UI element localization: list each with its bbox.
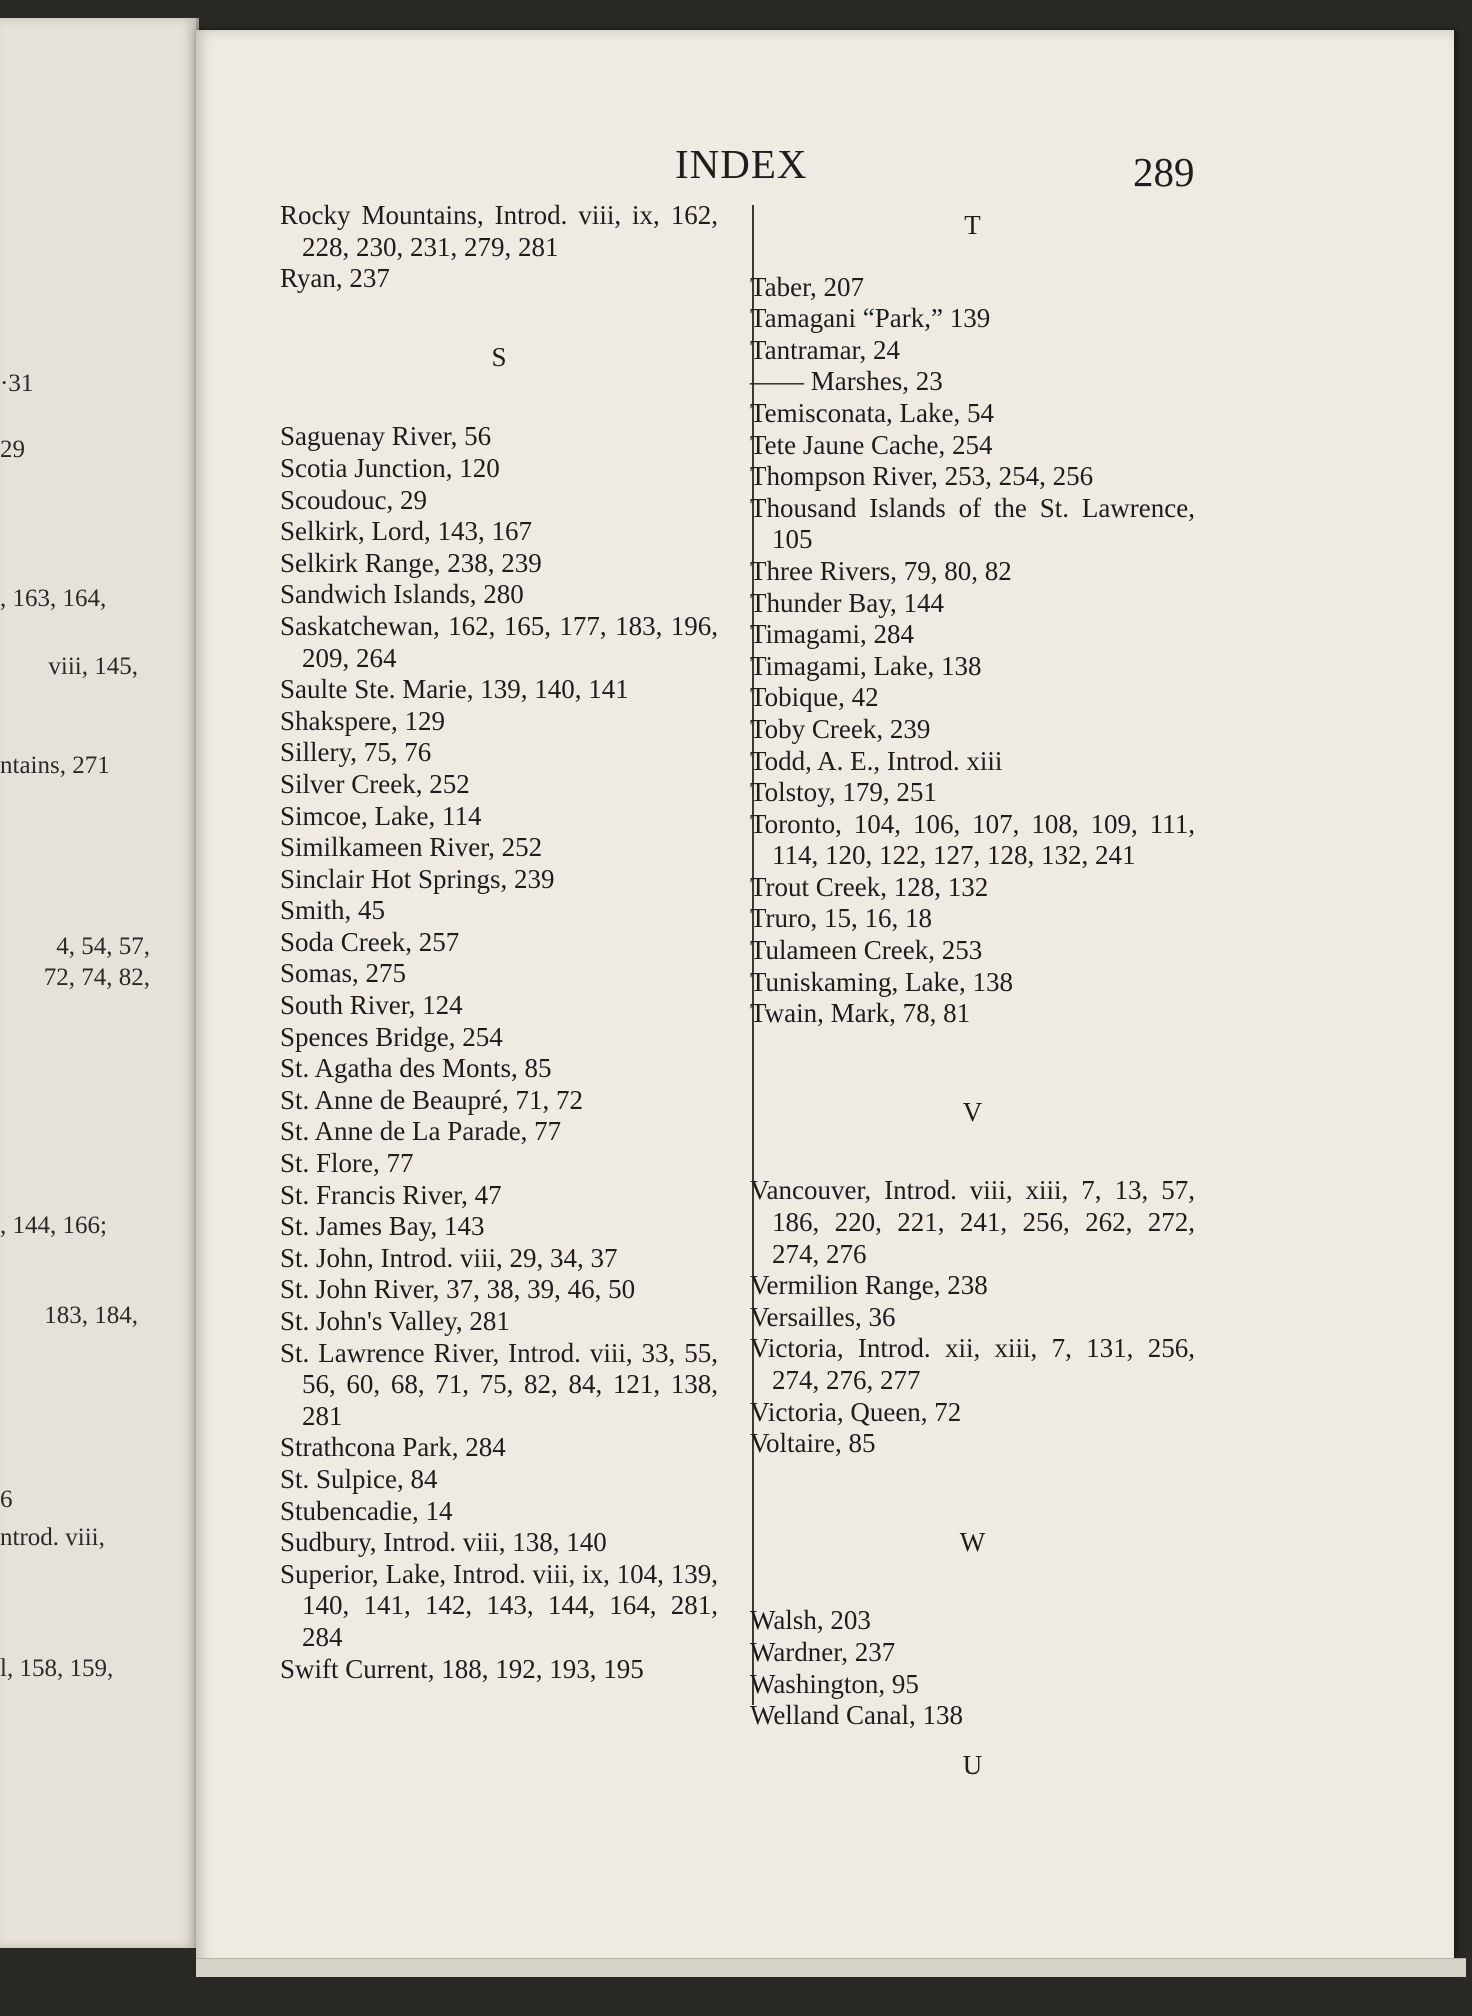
index-column-right <box>750 210 1195 1781</box>
index-entry: Saulte Ste. Marie, 139, 140, 141 <box>280 674 629 705</box>
index-entry: Sandwich Islands, 280 <box>280 579 524 610</box>
index-entry: Three Rivers, 79, 80, 82 <box>750 555 1012 586</box>
prev-page-fragment: ntains, 271 <box>0 752 110 779</box>
index-entry: Selkirk, Lord, 143, 167 <box>280 516 532 547</box>
previous-page <box>0 18 199 1948</box>
index-entry: St. Lawrence River, Introd. viii, 33, 55, 56, 60, 68, 71, 75, 82, 84, 121, 138, 281 <box>280 1337 718 1431</box>
index-entry: St. John River, 37, 38, 39, 46, 50 <box>280 1274 636 1305</box>
index-entry: Trout Creek, 128, 132 <box>750 871 989 902</box>
index-entry: Victoria, Introd. xii, xiii, 7, 131, 256, 274, 276, 277 <box>750 1333 1195 1395</box>
index-entry: Stubencadie, 14 <box>280 1495 453 1526</box>
index-entry: St. John's Valley, 281 <box>280 1306 510 1336</box>
index-entry: Tolstoy, 179, 251 <box>750 777 937 808</box>
index-entry: St. Anne de Beaupré, 71, 72 <box>280 1084 583 1115</box>
entry-group-w <box>750 1605 1195 1731</box>
index-entry: Swift Current, 188, 192, 193, 195 <box>280 1653 644 1684</box>
index-entry: Sillery, 75, 76 <box>280 737 432 768</box>
prev-page-fragment: 29 <box>0 436 25 463</box>
index-entry: Welland Canal, 138 <box>750 1700 964 1731</box>
index-entry: Somas, 275 <box>280 958 407 989</box>
prev-page-fragment: , 163, 164, <box>0 585 107 612</box>
prev-page-fragment: 6 <box>0 1486 13 1513</box>
index-entry: Tobique, 42 <box>750 682 879 713</box>
index-entry: Washington, 95 <box>750 1668 919 1699</box>
section-letter-s: S <box>491 341 507 372</box>
index-entry: Selkirk Range, 238, 239 <box>280 547 542 578</box>
prev-page-fragment: 183, 184, <box>44 1302 138 1329</box>
index-entry: Twain, Mark, 78, 81 <box>750 998 971 1029</box>
index-entry: Timagami, 284 <box>750 619 915 650</box>
section-letter-w: W <box>959 1526 986 1557</box>
index-entry: Walsh, 203 <box>750 1605 871 1636</box>
index-entry: Temisconata, Lake, 54 <box>750 397 995 428</box>
index-entry: Tamagani “Park,” 139 <box>750 303 991 334</box>
index-entry: Spences Bridge, 254 <box>280 1021 503 1052</box>
index-entry: Scotia Junction, 120 <box>280 452 500 483</box>
index-entry: Todd, A. E., Introd. xiii <box>750 745 1003 776</box>
prev-page-fragment: 4, 54, 57, <box>56 933 150 960</box>
index-entry: Similkameen River, 252 <box>280 832 543 863</box>
index-entry: Taber, 207 <box>750 271 864 302</box>
index-entry: Shakspere, 129 <box>280 705 445 736</box>
entry-group-t <box>750 272 1195 1030</box>
index-entry: Voltaire, 85 <box>750 1428 876 1459</box>
index-entry: Rocky Mountains, Introd. viii, ix, 162, 228, 230, 231, 279, 281 <box>280 200 718 262</box>
index-entry: Toronto, 104, 106, 107, 108, 109, 111, 114, 120, 122, 127, 128, 132, 241 <box>750 808 1195 871</box>
index-entry: St. James Bay, 143 <box>280 1211 485 1242</box>
index-entry: Soda Creek, 257 <box>280 926 460 957</box>
index-entry: Thousand Islands of the St. Lawrence, 105 <box>750 492 1195 555</box>
entry-group-r <box>280 200 718 295</box>
index-entry: St. John, Introd. viii, 29, 34, 37 <box>280 1242 618 1273</box>
index-entry: St. Anne de La Parade, 77 <box>280 1116 562 1147</box>
index-entry: Wardner, 237 <box>750 1636 896 1667</box>
index-entry: Simcoe, Lake, 114 <box>280 800 482 831</box>
index-entry: Versailles, 36 <box>750 1301 896 1332</box>
index-entry: South River, 124 <box>280 990 463 1021</box>
index-entry: Superior, Lake, Introd. viii, ix, 104, 139, 140, 141, 142, 143, 144, 164, 281, 284 <box>280 1558 718 1652</box>
index-entry: Strathcona Park, 284 <box>280 1432 506 1463</box>
index-entry: Ryan, 237 <box>280 263 390 294</box>
index-entry: Truro, 15, 16, 18 <box>750 903 933 934</box>
index-entry: Tete Jaune Cache, 254 <box>750 429 993 460</box>
prev-page-fragment: viii, 145, <box>48 653 138 680</box>
page-number: 289 <box>1133 149 1195 195</box>
index-entry: St. Francis River, 47 <box>280 1179 502 1210</box>
index-entry: Tantramar, 24 <box>750 334 900 365</box>
index-entry: Scoudouc, 29 <box>280 484 427 515</box>
page-title: INDEX <box>675 141 808 187</box>
section-letter-u: U <box>962 1749 983 1780</box>
index-entry: Victoria, Queen, 72 <box>750 1396 962 1427</box>
page-edge <box>196 1958 1466 1977</box>
index-entry: Toby Creek, 239 <box>750 713 931 744</box>
prev-page-fragment: ·31 <box>0 370 34 397</box>
prev-page-fragment: 72, 74, 82, <box>43 964 150 991</box>
index-column-left <box>280 200 718 1685</box>
index-entry: Thunder Bay, 144 <box>750 587 944 618</box>
entry-group-s <box>280 421 718 1685</box>
index-entry: Smith, 45 <box>280 895 386 926</box>
index-entry: Saguenay River, 56 <box>280 421 492 452</box>
index-entry: Saskatchewan, 162, 165, 177, 183, 196, 209, 264 <box>280 610 718 673</box>
index-entry: Thompson River, 253, 254, 256 <box>750 461 1094 492</box>
index-entry: Sinclair Hot Springs, 239 <box>280 863 555 894</box>
index-entry: St. Flore, 77 <box>280 1148 414 1179</box>
prev-page-fragment: ntrod. viii, <box>0 1524 105 1551</box>
prev-page-fragment: , 144, 166; <box>0 1212 107 1239</box>
entry-group-v <box>750 1175 1195 1459</box>
index-entry: Tulameen Creek, 253 <box>750 935 983 966</box>
index-entry: Silver Creek, 252 <box>280 768 470 799</box>
index-entry: Vancouver, Introd. viii, xiii, 7, 13, 57, 186, 220, 221, 241, 256, 262, 272, 274, 276 <box>750 1175 1195 1269</box>
index-entry: Timagami, Lake, 138 <box>750 650 982 681</box>
section-letter-t: T <box>964 210 981 240</box>
index-entry: Vermilion Range, 238 <box>750 1270 988 1301</box>
section-letter-v: V <box>962 1096 983 1127</box>
index-entry: Tuniskaming, Lake, 138 <box>750 966 1013 997</box>
index-entry: St. Sulpice, 84 <box>280 1463 438 1494</box>
index-entry: —— Marshes, 23 <box>750 366 943 397</box>
index-entry: Sudbury, Introd. viii, 138, 140 <box>280 1527 607 1558</box>
prev-page-fragment: l, 158, 159, <box>0 1655 114 1682</box>
index-entry: St. Agatha des Monts, 85 <box>280 1053 552 1084</box>
